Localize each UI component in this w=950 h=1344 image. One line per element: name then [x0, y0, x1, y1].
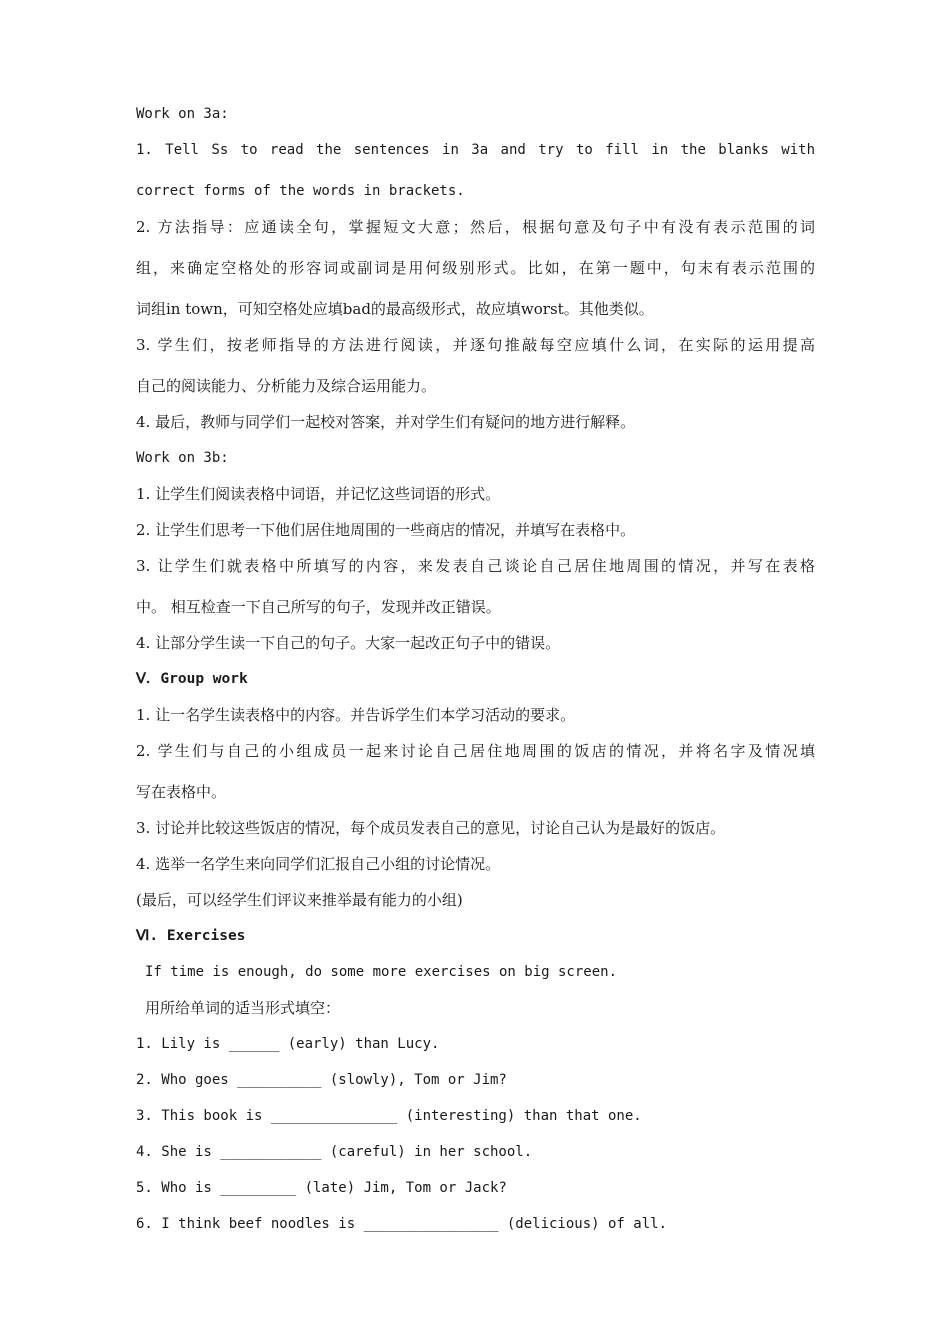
group-work-item2-line2: 写在表格中。 — [136, 783, 227, 801]
work3a-item2-line1: 2. 方法指导：应通读全句，掌握短文大意；然后，根据句意及句子中有没有表示范围的词 — [136, 218, 815, 236]
exercise-4: 4. She is ____________ (careful) in her school. — [136, 1144, 533, 1160]
work3a-item2-line2: 组，来确定空格处的形容词或副词是用何级别形式。比如，在第一题中，句末有表示范围的 — [136, 259, 815, 277]
work3b-heading: Work on 3b: — [136, 450, 229, 466]
exercise-5: 5. Who is _________ (late) Jim, Tom or Jack? — [136, 1180, 507, 1196]
work3b-item2: 2. 让学生们思考一下他们居住地周围的一些商店的情况，并填写在表格中。 — [136, 521, 636, 539]
group-work-item3: 3. 讨论并比较这些饭店的情况，每个成员发表自己的意见，讨论自己认为是最好的饭店。 — [136, 819, 726, 837]
exercises-heading: Ⅵ. Exercises — [136, 928, 246, 944]
exercises-intro: If time is enough, do some more exercises on big screen. — [145, 964, 618, 980]
group-work-item4: 4. 选举一名学生来向同学们汇报自己小组的讨论情况。 — [136, 855, 501, 873]
work3a-item2-line3: 词组in town，可知空格处应填bad的最高级形式，故应填worst。其他类似。 — [136, 300, 654, 318]
work3b-item3-line1: 3. 让学生们就表格中所填写的内容，来发表自己谈论自己居住地周围的情况，并写在表格 — [136, 557, 815, 575]
work3a-heading: Work on 3a: — [136, 106, 229, 122]
work3b-item4: 4. 让部分学生读一下自己的句子。大家一起改正句子中的错误。 — [136, 634, 561, 652]
group-work-item1: 1. 让一名学生读表格中的内容。并告诉学生们本学习活动的要求。 — [136, 706, 576, 724]
exercise-6: 6. I think beef noodles is ________________ (delicious) of all. — [136, 1216, 668, 1232]
exercise-1: 1. Lily is ______ (early) than Lucy. — [136, 1036, 440, 1052]
work3b-item3-line2: 中。 相互检查一下自己所写的句子，发现并改正错误。 — [136, 598, 501, 616]
group-work-item2-line1: 2. 学生们与自己的小组成员一起来讨论自己居住地周围的饭店的情况，并将名字及情况填 — [136, 742, 815, 760]
work3b-item1: 1. 让学生们阅读表格中词语，并记忆这些词语的形式。 — [136, 485, 501, 503]
exercises-instruction: 用所给单词的适当形式填空： — [145, 999, 341, 1017]
work3a-item3-line1: 3. 学生们，按老师指导的方法进行阅读，并逐句推敲每空应填什么词，在实际的运用提高 — [136, 336, 815, 354]
exercise-3: 3. This book is _______________ (interesting) than that one. — [136, 1108, 642, 1124]
document-page — [136, 96, 815, 1242]
group-work-note: (最后，可以经学生们评议来推举最有能力的小组) — [136, 891, 463, 909]
work3a-item4: 4. 最后，教师与同学们一起校对答案，并对学生们有疑问的地方进行解释。 — [136, 413, 636, 431]
work3a-item1-line1: 1. Tell Ss to read the sentences in 3a and try to fill in the blanks with — [136, 142, 815, 158]
exercise-2: 2. Who goes __________ (slowly), Tom or Jim? — [136, 1072, 507, 1088]
work3a-item1-line2: correct forms of the words in brackets. — [136, 183, 465, 199]
work3a-item3-line2: 自己的阅读能力、分析能力及综合运用能力。 — [136, 377, 437, 395]
group-work-heading: Ⅴ．Group work — [136, 671, 248, 687]
